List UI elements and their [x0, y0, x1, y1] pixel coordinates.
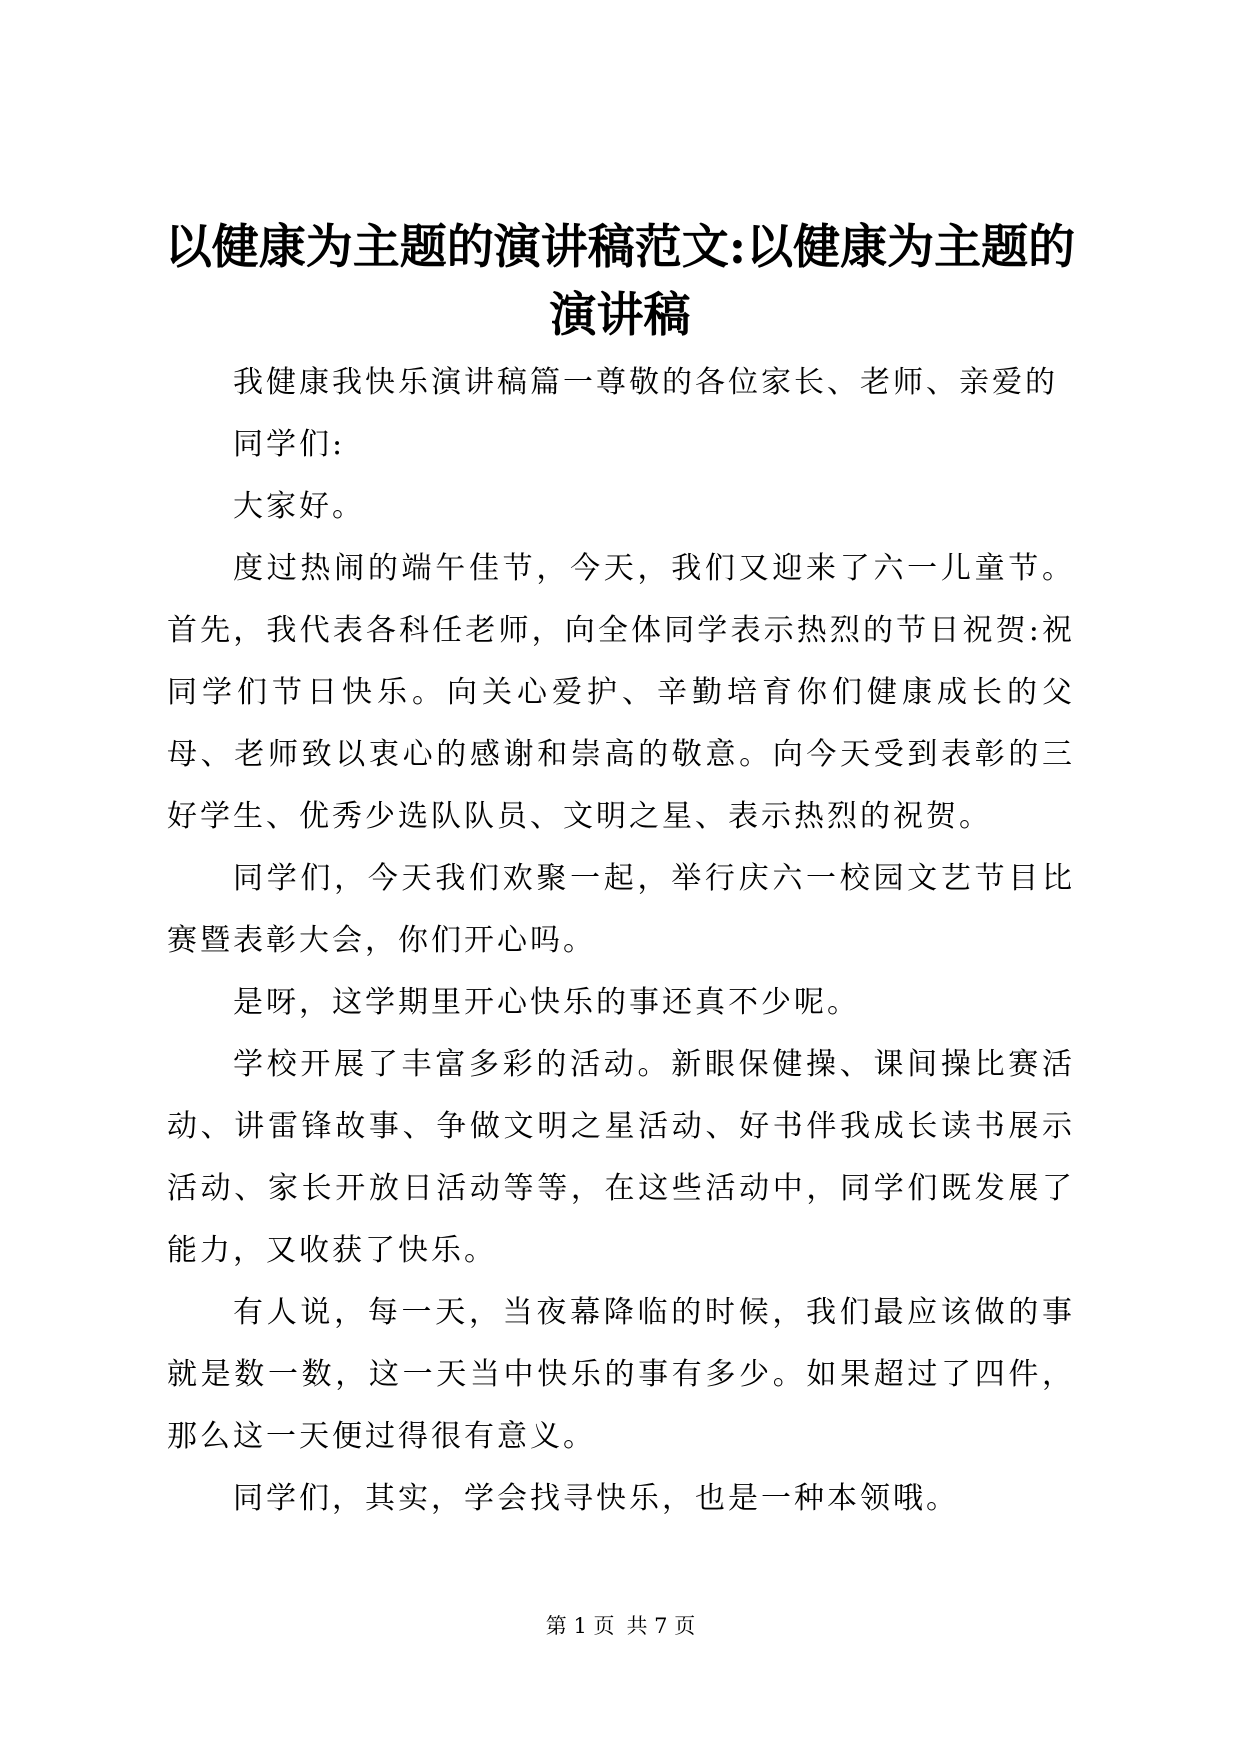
page-number-current: 第 1 页: [545, 1614, 615, 1638]
paragraph-8: 有人说，每一天，当夜幕降临的时候，我们最应该做的事就是数一数，这一天当中快乐的事有多少。如果超过了四件，那么这一天便过得很有意义。: [167, 1295, 1075, 1454]
page-number-total: 共 7 页: [626, 1614, 696, 1638]
paragraph-7: 学校开展了丰富多彩的活动。新眼保健操、课间操比赛活动、讲雷锋故事、争做文明之星活动、好书伴我成长读书展示活动、家长开放日活动等等，在这些活动中，同学们既发展了能力，又收获了快乐。: [167, 1047, 1075, 1268]
paragraph-5: 同学们，今天我们欢聚一起，举行庆六一校园文艺节目比赛暨表彰大会，你们开心吗。: [167, 861, 1075, 958]
paragraph-4: 度过热闹的端午佳节，今天，我们又迎来了六一儿童节。首先，我代表各科任老师，向全体同学表示热烈的节日祝贺:祝同学们节日快乐。向关心爱护、辛勤培育你们健康成长的父母、老师致以衷心的感谢和崇高的敬意。向今天受到表彰的三好学生、优秀少选队队员、文明之星、表示热烈的祝贺。: [167, 551, 1075, 834]
document-body: [167, 352, 1075, 1530]
paragraph-9: 同学们，其实，学会找寻快乐，也是一种本领哦。: [233, 1481, 959, 1516]
page-title: 以健康为主题的演讲稿范文:以健康为主题的演讲稿: [164, 220, 1076, 343]
paragraph-2: 同学们:: [233, 427, 346, 462]
paragraph-1: 我健康我快乐演讲稿篇一尊敬的各位家长、老师、亲爱的: [233, 365, 1058, 400]
page-footer: [0, 1611, 1241, 1641]
paragraph-6: 是呀，这学期里开心快乐的事还真不少呢。: [233, 985, 860, 1020]
paragraph-3: 大家好。: [233, 489, 365, 524]
